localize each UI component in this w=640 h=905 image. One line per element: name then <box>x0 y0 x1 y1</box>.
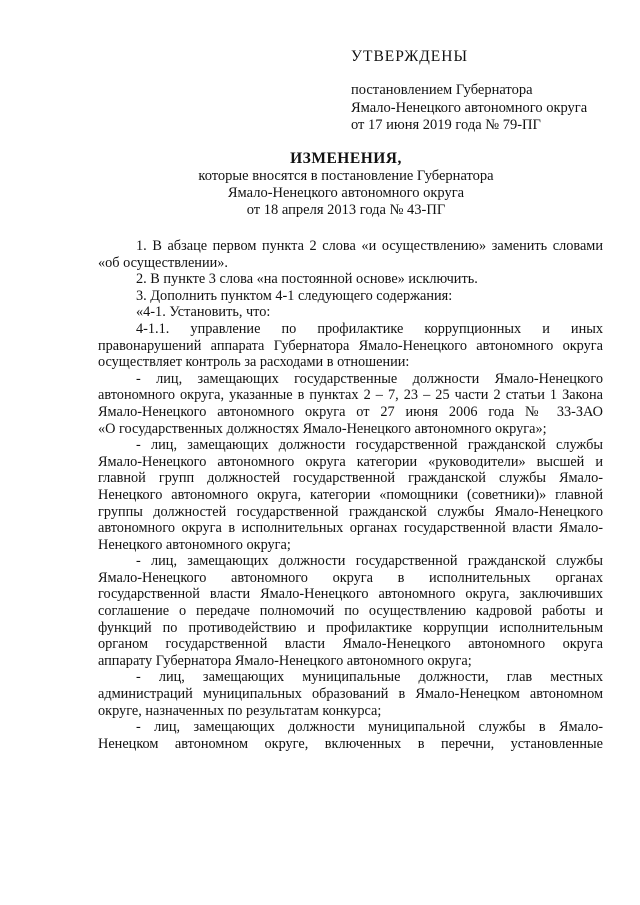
body-line: Ненецкого автономного округа, категории «помощники (советники)» главной <box>98 486 603 503</box>
body-line: государственной власти Ямало-Ненецкого автономного округа, заключивших <box>98 586 603 603</box>
approval-line: от 17 июня 2019 года № 79-ПГ <box>351 117 541 133</box>
body-line: органом государственной власти Ямало-Ненецкого автономного округа <box>98 636 603 653</box>
body-line: осуществляет контроль за расходами в отношении: <box>98 354 410 371</box>
body-line: автономного округа в исполнительных органах государственной власти Ямало- <box>98 520 603 537</box>
approval-heading: УТВЕРЖДЕНЫ <box>351 48 468 65</box>
body-line: Ненецкого автономного округа; <box>98 536 291 553</box>
body-line: - лиц, замещающих государственные должности Ямало-Ненецкого <box>136 370 603 387</box>
body-line: Ненецком автономном округе, включенных в перечни, установленные <box>98 735 603 752</box>
body-line: группы должностей государственной гражданской службы Ямало-Ненецкого <box>98 503 603 520</box>
document-title: ИЗМЕНЕНИЯ, <box>290 150 402 167</box>
body-line: Ямало-Ненецкого автономного округа от 27 июня 2006 года № 33-ЗАО <box>98 403 603 420</box>
approval-line: постановлением Губернатора <box>351 82 533 98</box>
body-line: 4-1.1. управление по профилактике коррупционных и иных <box>136 320 603 337</box>
body-line: - лиц, замещающих муниципальные должности, глав местных <box>136 669 603 686</box>
body-line: функций по противодействию и профилактике коррупции исполнительным <box>98 619 603 636</box>
title-line: Ямало-Ненецкого автономного округа <box>227 185 465 201</box>
body-line: автономного округа, указанные в пунктах 2 – 7, 23 – 25 части 2 статьи 1 Закона <box>98 387 603 404</box>
body-line: администраций муниципальных образований в Ямало-Ненецком автономном <box>98 686 603 703</box>
body-line: соглашение о передаче полномочий по осуществлению кадровой работы и <box>98 603 603 620</box>
title-line: которые вносятся в постановление Губернатора <box>198 168 494 184</box>
body-line: 2. В пункте 3 слова «на постоянной основе» исключить. <box>136 271 478 288</box>
body-line: - лиц, замещающих должности государственной гражданской службы <box>136 437 603 454</box>
body-line: главной групп должностей государственной гражданской службы Ямало- <box>98 470 603 487</box>
body-line: - лиц, замещающих должности муниципальной службы в Ямало- <box>136 719 603 736</box>
body-line: «4-1. Установить, что: <box>136 304 271 321</box>
body-line: «О государственных должностях Ямало-Ненецкого автономного округа»; <box>98 420 547 437</box>
body-line: правонарушений аппарата Губернатора Ямало-Ненецкого автономного округа <box>98 337 603 354</box>
body-line: Ямало-Ненецкого автономного округа категории «руководители» высшей и <box>98 453 603 470</box>
title-line: от 18 апреля 2013 года № 43-ПГ <box>246 202 446 218</box>
body-line: «об осуществлении». <box>98 254 228 271</box>
body-line: аппарату Губернатора Ямало-Ненецкого автономного округа; <box>98 652 472 669</box>
body-line: 3. Дополнить пунктом 4-1 следующего содержания: <box>136 287 453 304</box>
title-block <box>96 150 596 219</box>
body-line: 1. В абзаце первом пункта 2 слова «и осуществлению» заменить словами <box>136 238 603 254</box>
approval-line: Ямало-Ненецкого автономного округа <box>351 99 588 116</box>
body-line: Ямало-Ненецкого автономного округа в исполнительных органах <box>98 569 603 586</box>
body-line: - лиц, замещающих должности государственной гражданской службы <box>136 553 603 570</box>
document-body <box>98 238 603 752</box>
body-line: округе, назначенных по результатам конкурса; <box>98 702 382 719</box>
approval-block <box>351 48 621 135</box>
